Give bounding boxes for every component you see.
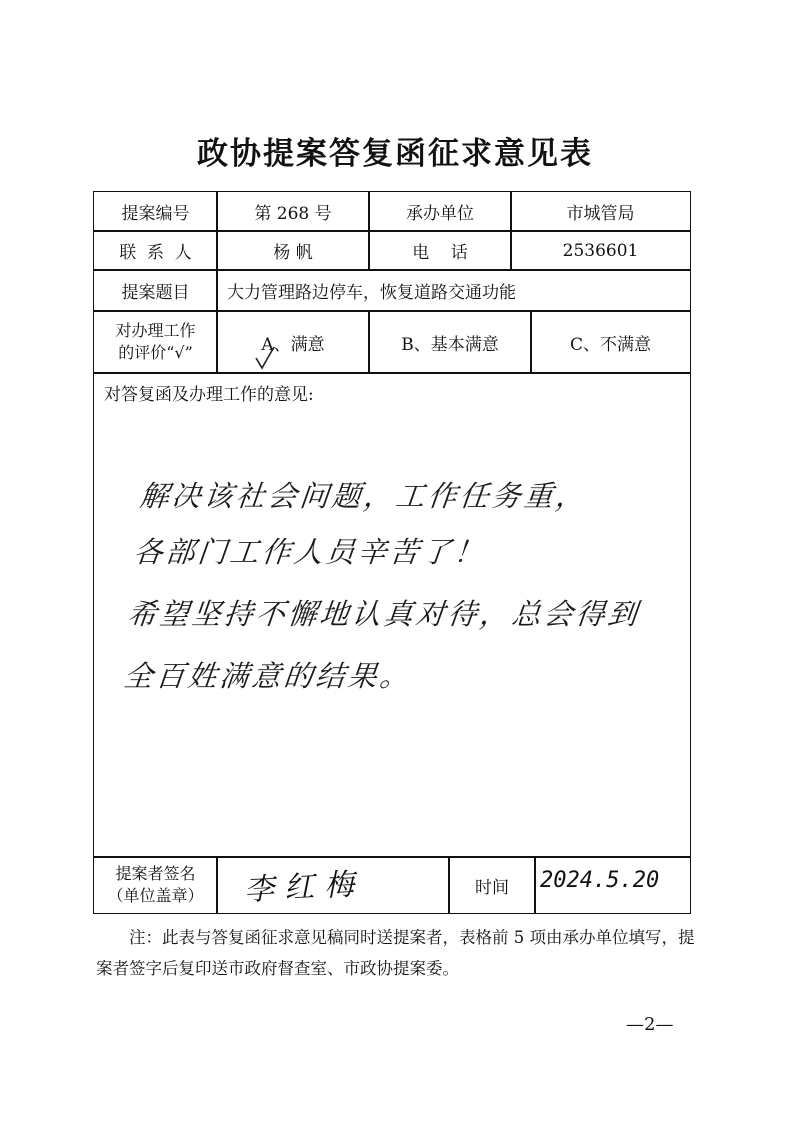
topic-label-text: 提案题目: [121, 283, 190, 303]
proposal-number-label-text: 提案编号: [121, 204, 190, 224]
time-label-text: 时间: [475, 877, 509, 898]
footnote: 注：此表与答复函征求意见稿同时送提案者，表格前 5 项由承办单位填写，提案者签字后复印送市政府督查室、市政协提案委。: [96, 928, 695, 978]
contact-value: [216, 230, 370, 271]
proposal-number-label: [93, 191, 218, 232]
contact-label: [93, 230, 218, 271]
evaluation-label-line1: 对办理工作: [115, 321, 196, 340]
department-label: [368, 191, 512, 232]
opinion-line-3: 希望坚持不懈地认真对待，总会得到: [126, 597, 642, 631]
department-value: [510, 191, 691, 232]
contact-value-text: 杨 帆: [273, 243, 313, 263]
topic-value-text: 大力管理路边停车，恢复道路交通功能: [227, 283, 516, 303]
option-satisfied-text: A、满意: [261, 334, 325, 355]
option-basically-satisfied[interactable]: [368, 310, 532, 374]
option-unsatisfied[interactable]: [530, 310, 691, 374]
opinion-line-4: 全百姓满意的结果。: [122, 659, 414, 693]
evaluation-label-line2: 的评价“√”: [118, 343, 193, 362]
signature-label: [93, 856, 218, 914]
signature-label-line1: 提案者签名: [115, 864, 196, 883]
opinion-line-2: 各部门工作人员辛苦了！: [132, 535, 488, 569]
topic-label: [93, 269, 218, 312]
department-value-text: 市城管局: [566, 204, 635, 224]
phone-value: [510, 230, 691, 271]
phone-label: [368, 230, 512, 271]
department-label-text: 承办单位: [406, 204, 474, 224]
checkmark-icon: [254, 345, 276, 371]
evaluation-label: [93, 310, 218, 374]
signature-label-line2: （单位盖章）: [107, 886, 204, 905]
opinion-line-1: 解决该社会问题，工作任务重，: [138, 479, 590, 513]
phone-label-text: 电 话: [412, 243, 468, 263]
proposal-number-value: [216, 191, 370, 232]
opinion-label: 对答复函及办理工作的意见:: [104, 385, 314, 405]
handwritten-date: 2024.5.20: [540, 868, 660, 893]
proposal-number-value-text: 第 268 号: [254, 204, 332, 224]
option-satisfied[interactable]: [216, 310, 370, 374]
form-title: 政协提案答复函征求意见表: [197, 136, 593, 172]
page-number: —2—: [626, 1014, 674, 1035]
option-basically-satisfied-text: B、基本满意: [401, 334, 499, 355]
time-label: [448, 856, 536, 914]
phone-value-text: 2536601: [562, 240, 639, 261]
option-unsatisfied-text: C、不满意: [569, 334, 651, 355]
handwritten-signature: 李红梅: [243, 866, 366, 909]
topic-value: [216, 269, 691, 312]
contact-label-text: 联 系 人: [119, 243, 192, 263]
